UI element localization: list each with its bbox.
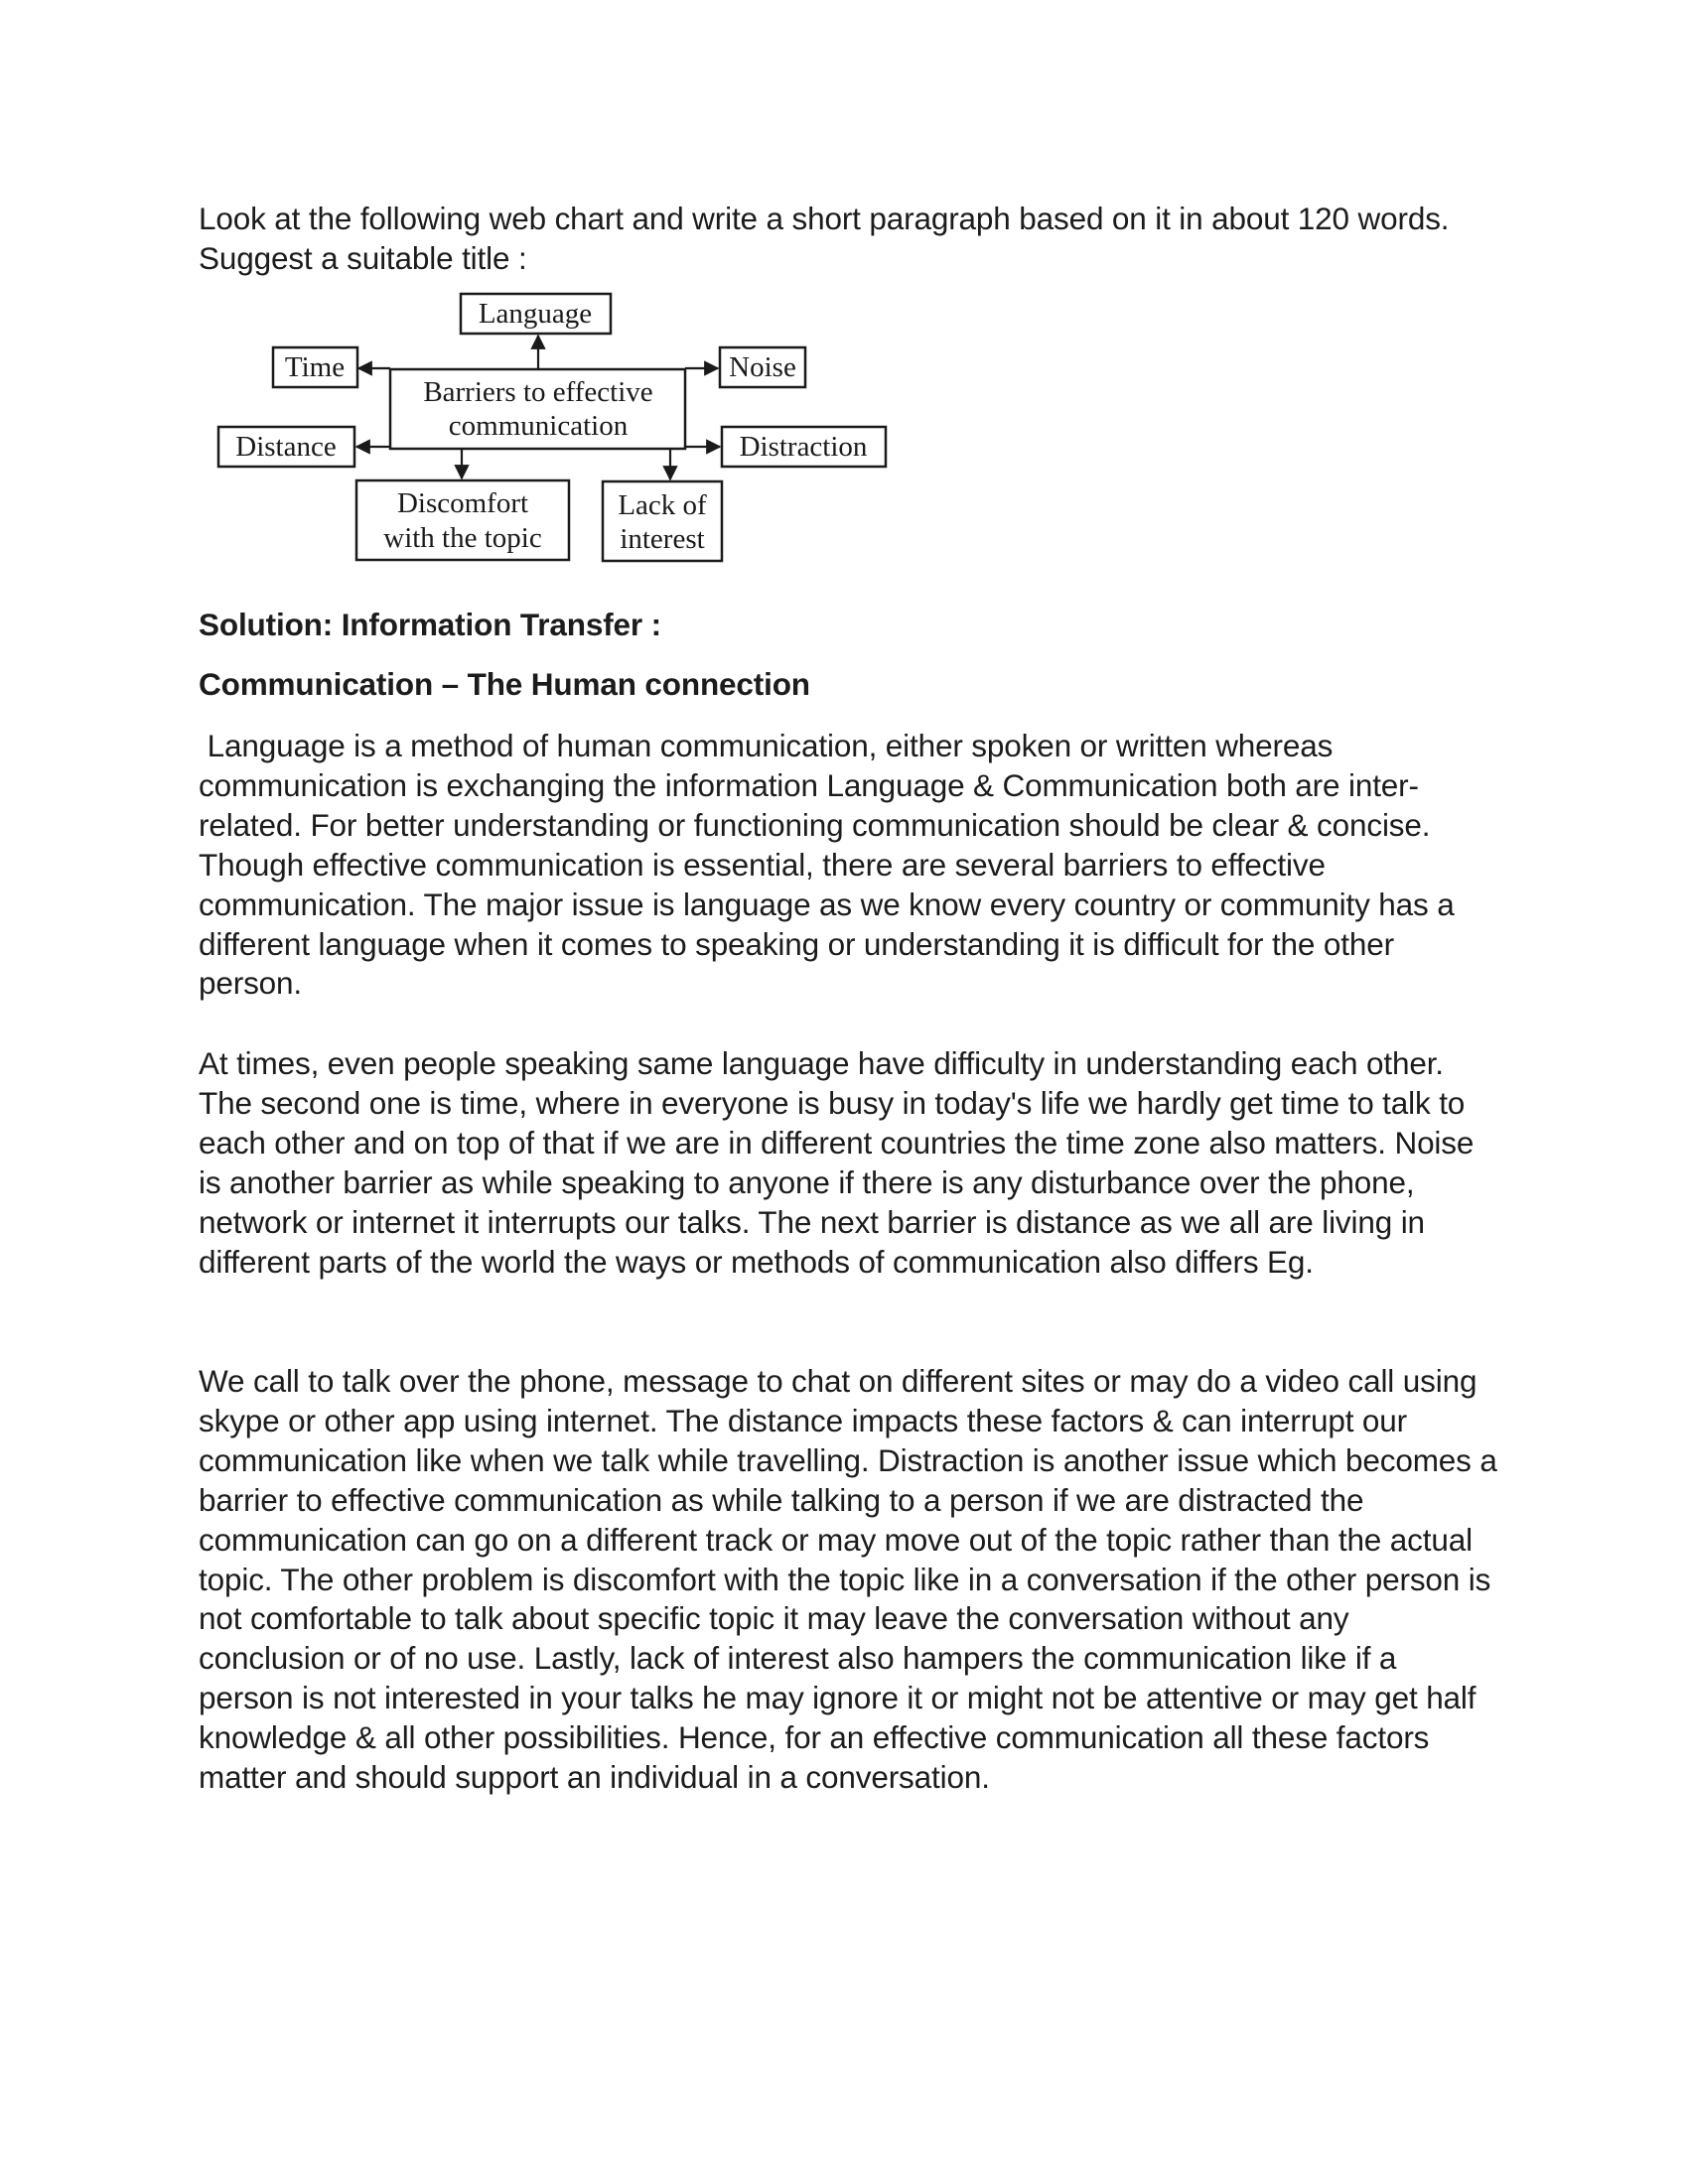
node-discomfort-line1: Discomfort [396, 487, 529, 519]
node-noise: Noise [729, 351, 796, 383]
web-chart [213, 290, 909, 568]
paragraph-3 [199, 1362, 1499, 1798]
answer-title [199, 665, 1499, 705]
question-text [199, 200, 1499, 279]
node-lack-of-interest-line2: interest [620, 523, 705, 555]
paragraph-1-text: Language is a method of human communication, either spoken or written whereas communication is exchanging the information Language & Communication both are inter-related. For better understanding or functioning communication should be clear & concise. Though effective communication is essential, there are several barriers to effective communication. The major issue is language as we know every country or community has a different language when it comes to speaking or understanding it is difficult for the other person. [199, 728, 1464, 1002]
solution-heading-text: Solution: Information Transfer : [199, 607, 661, 642]
node-time: Time [284, 351, 346, 383]
node-discomfort-line2: with the topic [383, 522, 542, 554]
node-distraction: Distraction [739, 431, 868, 463]
paragraph-2 [199, 1044, 1499, 1282]
paragraph-1 [199, 727, 1499, 1004]
answer-title-text: Communication – The Human connection [199, 666, 810, 702]
solution-heading [199, 606, 1499, 645]
node-lack-of-interest-line1: Lack of [618, 489, 707, 521]
node-distance: Distance [235, 431, 337, 463]
node-center-line2: communication [448, 410, 629, 442]
paragraph-3-text: We call to talk over the phone, message to chat on different sites or may do a video call using skype or other app using internet. The distance impacts these factors & can interrupt our communication like when we talk while travelling. Distraction is another issue which becomes a barrier to effective communication as while talking to a person if we are distracted the communication can go on a different track or may move out of the topic rather than the actual topic. The other problem is discomfort with the topic like in a conversation if the other person is not comfortable to talk about specific topic it may leave the conversation without any conclusion or of no use. Lastly, lack of interest also hampers the communication like if a person is not interested in your talks he may ignore it or might not be attentive or may get half knowledge & all other possibilities. Hence, for an effective communication all these factors matter and should support an individual in a conversation. [199, 1363, 1497, 1796]
node-center-line1: Barriers to effective [423, 376, 653, 408]
node-language: Language [478, 298, 593, 330]
question-paragraph: Look at the following web chart and write a short paragraph based on it in about 120 words. Suggest a suitable title : [199, 201, 1450, 276]
paragraph-2-text: At times, even people speaking same language have difficulty in understanding each other. The second one is time, where in everyone is busy in today's life we hardly get time to talk to each other and on top of that if we are in different countries the time zone also matters. Noise is another barrier as while speaking to anyone if there is any disturbance over the phone, network or internet it interrupts our talks. The next barrier is distance as we all are living in different parts of the world the ways or methods of communication also differs Eg. [199, 1045, 1475, 1280]
